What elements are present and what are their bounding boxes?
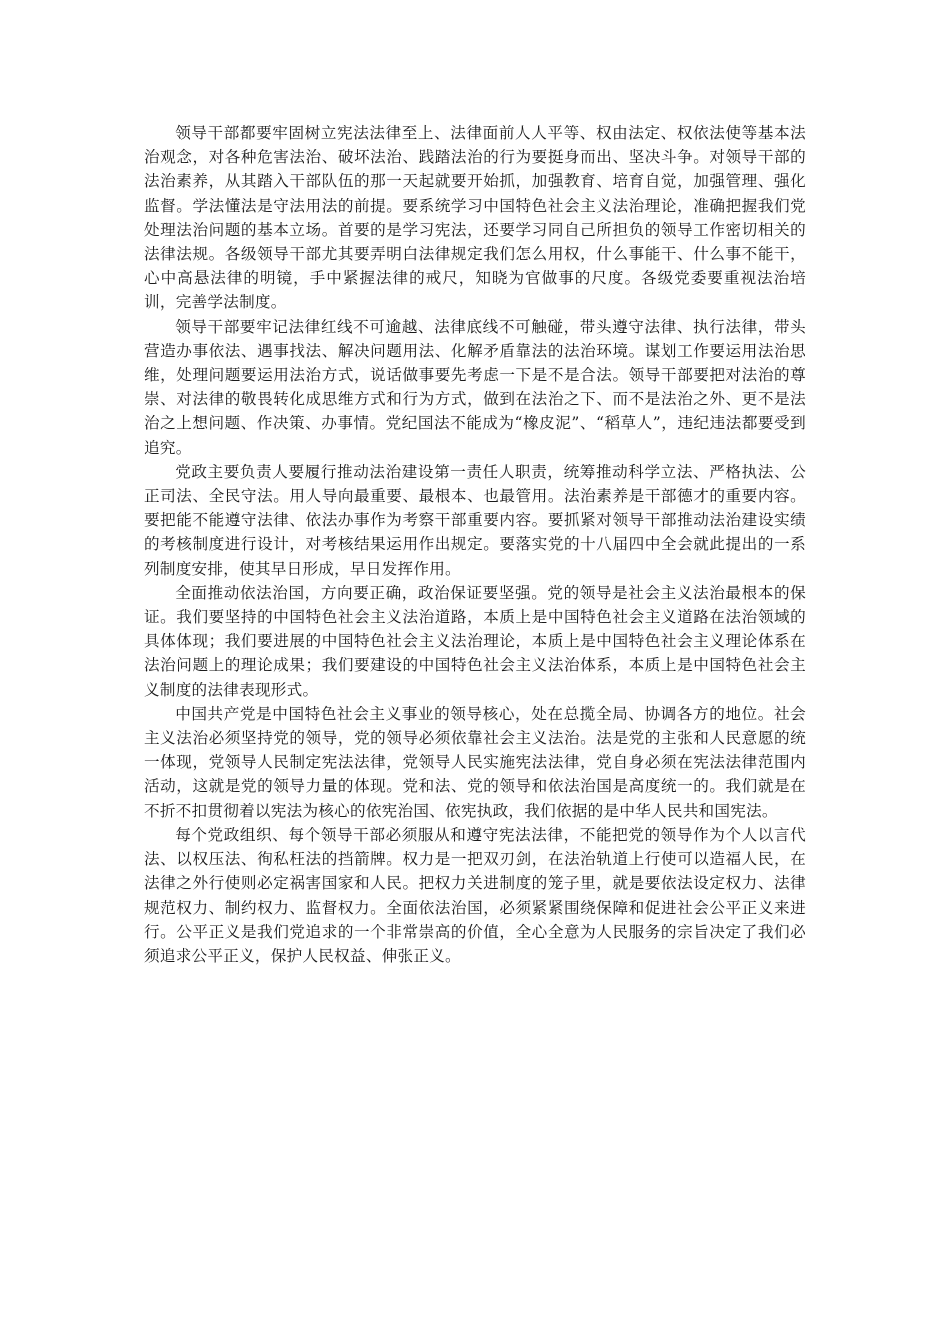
paragraph-3: 党政主要负责人要履行推动法治建设第一责任人职责，统筹推动科学立法、严格执法、公正司法、全民守法。用人导向最重要、最根本、也最管用。法治素养是干部德才的重要内容。要把能不能遵守法律、依法办事作为考察干部重要内容。要抓紧对领导干部推动法治建设实绩的考核制度进行设计，对考核结果运用作出规定。要落实党的十八届四中全会就此提出的一系列制度安排，使其早日形成，早日发挥作用。: [144, 462, 806, 578]
paragraph-5: 中国共产党是中国特色社会主义事业的领导核心，处在总揽全局、协调各方的地位。社会主义法治必须坚持党的领导，党的领导必须依靠社会主义法治。法是党的主张和人民意愿的统一体现，党领导人民制定宪法法律，党领导人民实施宪法法律，党自身必须在宪法法律范围内活动，这就是党的领导力量的体现。党和法、党的领导和依法治国是高度统一的。我们就是在不折不扣贯彻着以宪法为核心的依宪治国、依宪执政，我们依据的是中华人民共和国宪法。: [144, 704, 806, 820]
paragraph-2: 领导干部要牢记法律红线不可逾越、法律底线不可触碰，带头遵守法律、执行法律，带头营造办事依法、遇事找法、解决问题用法、化解矛盾靠法的法治环境。谋划工作要运用法治思维，处理问题要运用法治方式，说话做事要先考虑一下是不是合法。领导干部要把对法治的尊崇、对法律的敬畏转化成思维方式和行为方式，做到在法治之下、而不是法治之外、更不是法治之上想问题、作决策、办事情。党纪国法不能成为“橡皮泥”、“稻草人”，违纪违法都要受到追究。: [144, 317, 806, 457]
paragraph-4: 全面推动依法治国，方向要正确，政治保证要坚强。党的领导是社会主义法治最根本的保证。我们要坚持的中国特色社会主义法治道路，本质上是中国特色社会主义道路在法治领域的具体体现；我们要进展的中国特色社会主义法治理论，本质上是中国特色社会主义理论体系在法治问题上的理论成果；我们要建设的中国特色社会主义法治体系，本质上是中国特色社会主义制度的法律表现形式。: [144, 583, 806, 699]
paragraph-6: 每个党政组织、每个领导干部必须服从和遵守宪法法律，不能把党的领导作为个人以言代法、以权压法、徇私枉法的挡箭牌。权力是一把双刃剑，在法治轨道上行使可以造福人民，在法律之外行使则必定祸害国家和人民。把权力关进制度的笼子里，就是要依法设定权力、法律规范权力、制约权力、监督权力。全面依法治国，必须紧紧围绕保障和促进社会公平正义来进行。公平正义是我们党追求的一个非常崇高的价值，全心全意为人民服务的宗旨决定了我们必须追求公平正义，保护人民权益、伸张正义。: [144, 825, 806, 965]
paragraph-1: 领导干部都要牢固树立宪法法律至上、法律面前人人平等、权由法定、权依法使等基本法治观念，对各种危害法治、破坏法治、践踏法治的行为要挺身而出、坚决斗争。对领导干部的法治素养，从其踏入干部队伍的那一天起就要开始抓，加强教育、培育自觉，加强管理、强化监督。学法懂法是守法用法的前提。要系统学习中国特色社会主义法治理论，准确把握我们党处理法治问题的基本立场。首要的是学习宪法，还要学习同自己所担负的领导工作密切相关的法律法规。各级领导干部尤其要弄明白法律规定我们怎么用权，什么事能干、什么事不能干，心中高悬法律的明镜，手中紧握法律的戒尺，知晓为官做事的尺度。各级党委要重视法治培训，完善学法制度。: [144, 124, 806, 312]
document-body: [144, 121, 806, 968]
